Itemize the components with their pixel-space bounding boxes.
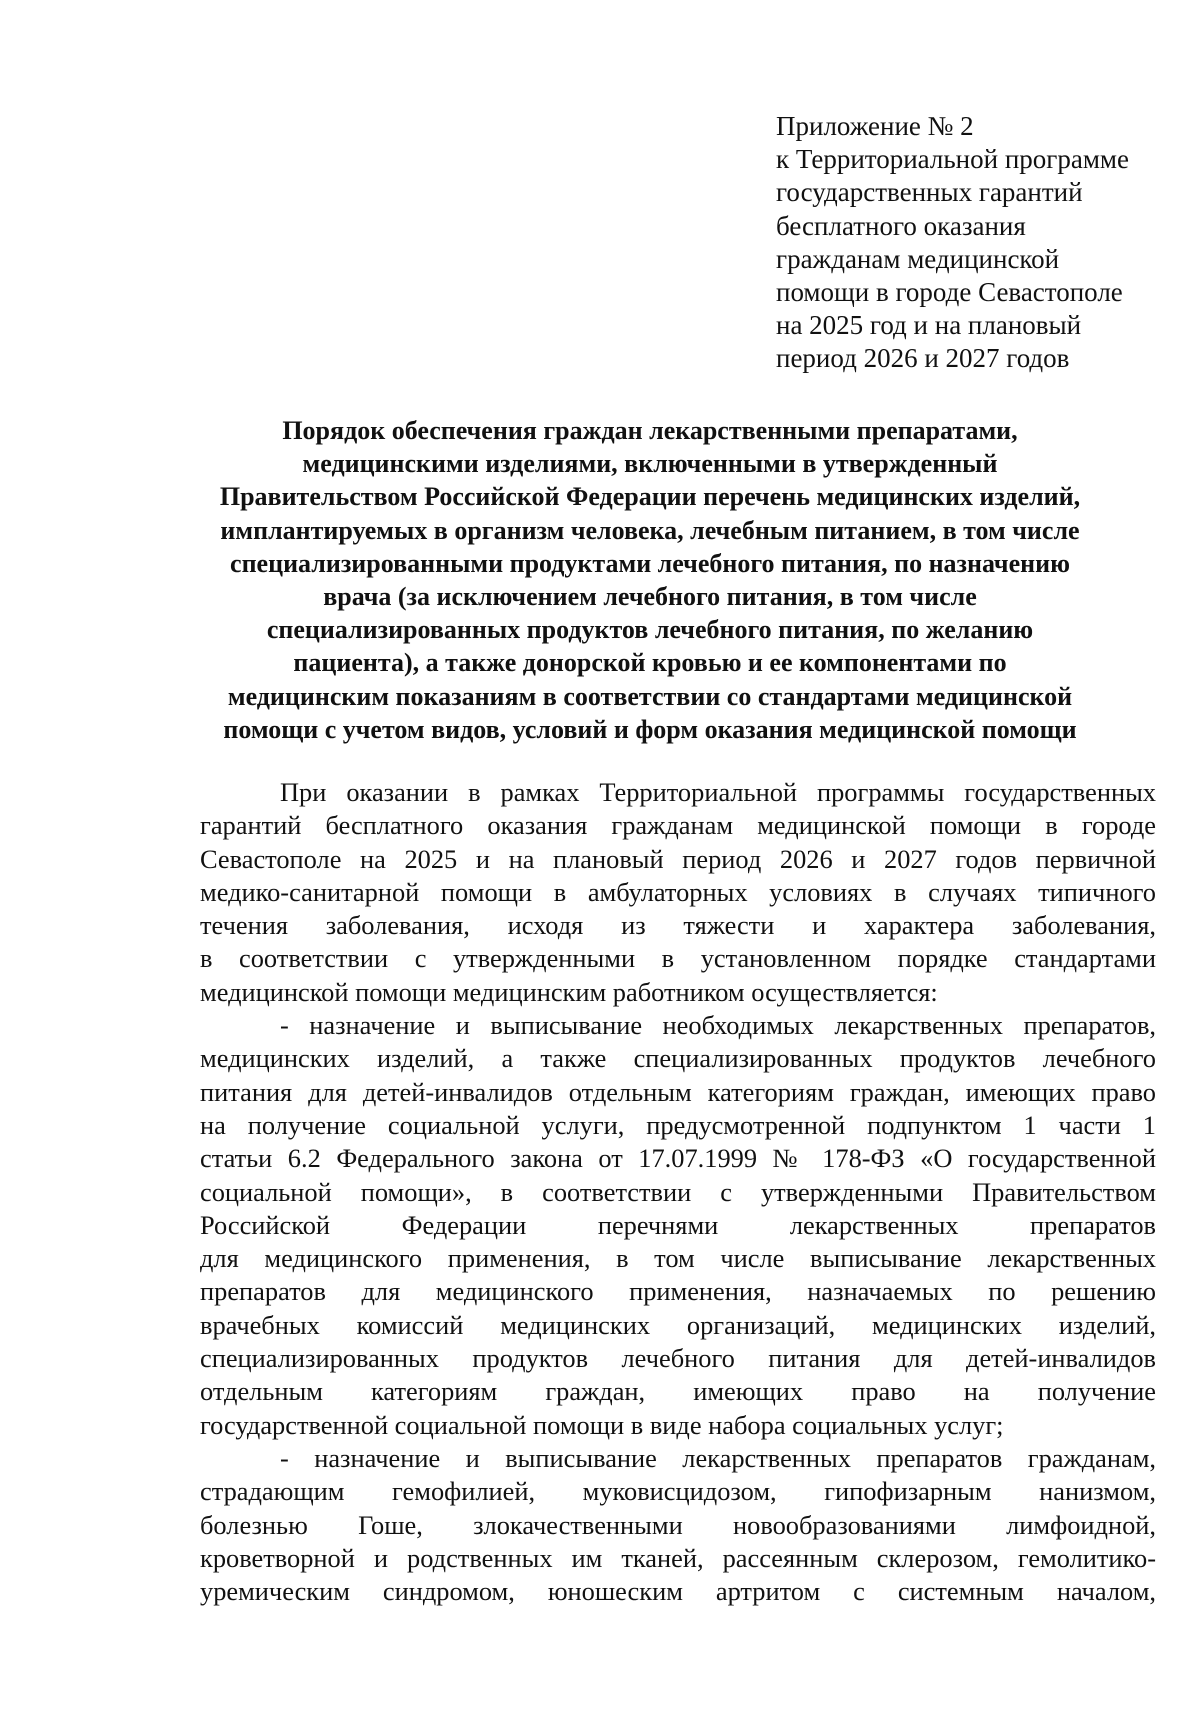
paragraph-line: Севастополе на 2025 и на плановый период 2026 и 2027 годов первичной bbox=[200, 843, 1156, 874]
paragraph-line: - назначение и выписывание необходимых лекарственных препаратов, bbox=[280, 1010, 1156, 1041]
paragraph-line: в соответствии с утвержденными в установленном порядке стандартами bbox=[200, 943, 1156, 974]
appendix-line: Приложение № 2 bbox=[776, 111, 974, 141]
title-line: врача (за исключением лечебного питания, в том числе bbox=[323, 582, 977, 612]
title-line: Порядок обеспечения граждан лекарственными препаратами, bbox=[282, 416, 1018, 445]
paragraph-line: для медицинского применения, в том числе выписывание лекарственных bbox=[200, 1243, 1156, 1274]
title-line: специализированными продуктами лечебного питания, по назначению bbox=[230, 548, 1070, 578]
appendix-line: гражданам медицинской bbox=[776, 243, 1060, 274]
appendix-line: государственных гарантий bbox=[776, 177, 1083, 208]
paragraph-line: статьи 6.2 Федерального закона от 17.07.1999 № 178-ФЗ «О государственной bbox=[200, 1143, 1156, 1174]
paragraph-line: препаратов для медицинского применения, назначаемых по решению bbox=[200, 1276, 1156, 1307]
appendix-line: помощи в городе Севастополе bbox=[776, 277, 1123, 308]
appendix-header bbox=[776, 110, 1176, 376]
document-body bbox=[200, 776, 1156, 1608]
document-title bbox=[150, 414, 1150, 746]
paragraph-line: - назначение и выписывание лекарственных препаратов гражданам, bbox=[280, 1442, 1156, 1473]
appendix-line: на 2025 год и на плановый bbox=[776, 310, 1082, 341]
paragraph-line: страдающим гемофилией, муковисцидозом, гипофизарным нанизмом, bbox=[200, 1476, 1156, 1507]
title-line: помощи с учетом видов, условий и форм оказания медицинской помощи bbox=[223, 714, 1077, 744]
paragraph-line: медико-санитарной помощи в амбулаторных условиях в случаях типичного bbox=[200, 876, 1156, 907]
appendix-line: период 2026 и 2027 годов bbox=[776, 343, 1070, 374]
title-line: Правительством Российской Федерации перечень медицинских изделий, bbox=[219, 482, 1081, 512]
paragraph-line: При оказании в рамках Территориальной программы государственных bbox=[280, 777, 1156, 807]
paragraph-line: уремическим синдромом, юношеским артритом с системным началом, bbox=[200, 1576, 1156, 1607]
title-line: медицинским показаниям в соответствии со стандартами медицинской bbox=[227, 681, 1073, 711]
paragraph-line: гарантий бесплатного оказания гражданам медицинской помощи в городе bbox=[200, 810, 1156, 841]
paragraph-line: медицинской помощи медицинским работником осуществляется: bbox=[200, 976, 938, 1007]
paragraph-line: медицинских изделий, а также специализированных продуктов лечебного bbox=[200, 1043, 1156, 1074]
paragraph-line: социальной помощи», в соответствии с утвержденными Правительством bbox=[200, 1176, 1156, 1207]
paragraph-line: течения заболевания, исходя из тяжести и характера заболевания, bbox=[200, 910, 1156, 941]
appendix-line: к Территориальной программе bbox=[776, 144, 1129, 175]
title-line: имплантируемых в организм человека, лечебным питанием, в том числе bbox=[220, 515, 1080, 545]
paragraph-line: специализированных продуктов лечебного питания для детей-инвалидов bbox=[200, 1343, 1156, 1374]
paragraph-line: питания для детей-инвалидов отдельным категориям граждан, имеющих право bbox=[200, 1076, 1156, 1107]
paragraph-line: кроветворной и родственных им тканей, рассеянным склерозом, гемолитико- bbox=[200, 1542, 1156, 1573]
paragraph-line: Российской Федерации перечнями лекарственных препаратов bbox=[200, 1209, 1156, 1240]
title-line: специализированных продуктов лечебного питания, по желанию bbox=[266, 615, 1034, 645]
title-line: медицинскими изделиями, включенными в утвержденный bbox=[302, 449, 998, 479]
title-line: пациента), а также донорской кровью и ее компонентами по bbox=[293, 648, 1007, 678]
paragraph-line: на получение социальной услуги, предусмотренной подпунктом 1 части 1 bbox=[200, 1109, 1156, 1140]
appendix-line: бесплатного оказания bbox=[776, 210, 1026, 241]
paragraph-line: врачебных комиссий медицинских организаций, медицинских изделий, bbox=[200, 1309, 1156, 1340]
paragraph-line: болезнью Гоше, злокачественными новообразованиями лимфоидной, bbox=[200, 1509, 1156, 1540]
paragraph-line: отдельным категориям граждан, имеющих право на получение bbox=[200, 1376, 1156, 1407]
paragraph-line: государственной социальной помощи в виде набора социальных услуг; bbox=[200, 1409, 1004, 1440]
